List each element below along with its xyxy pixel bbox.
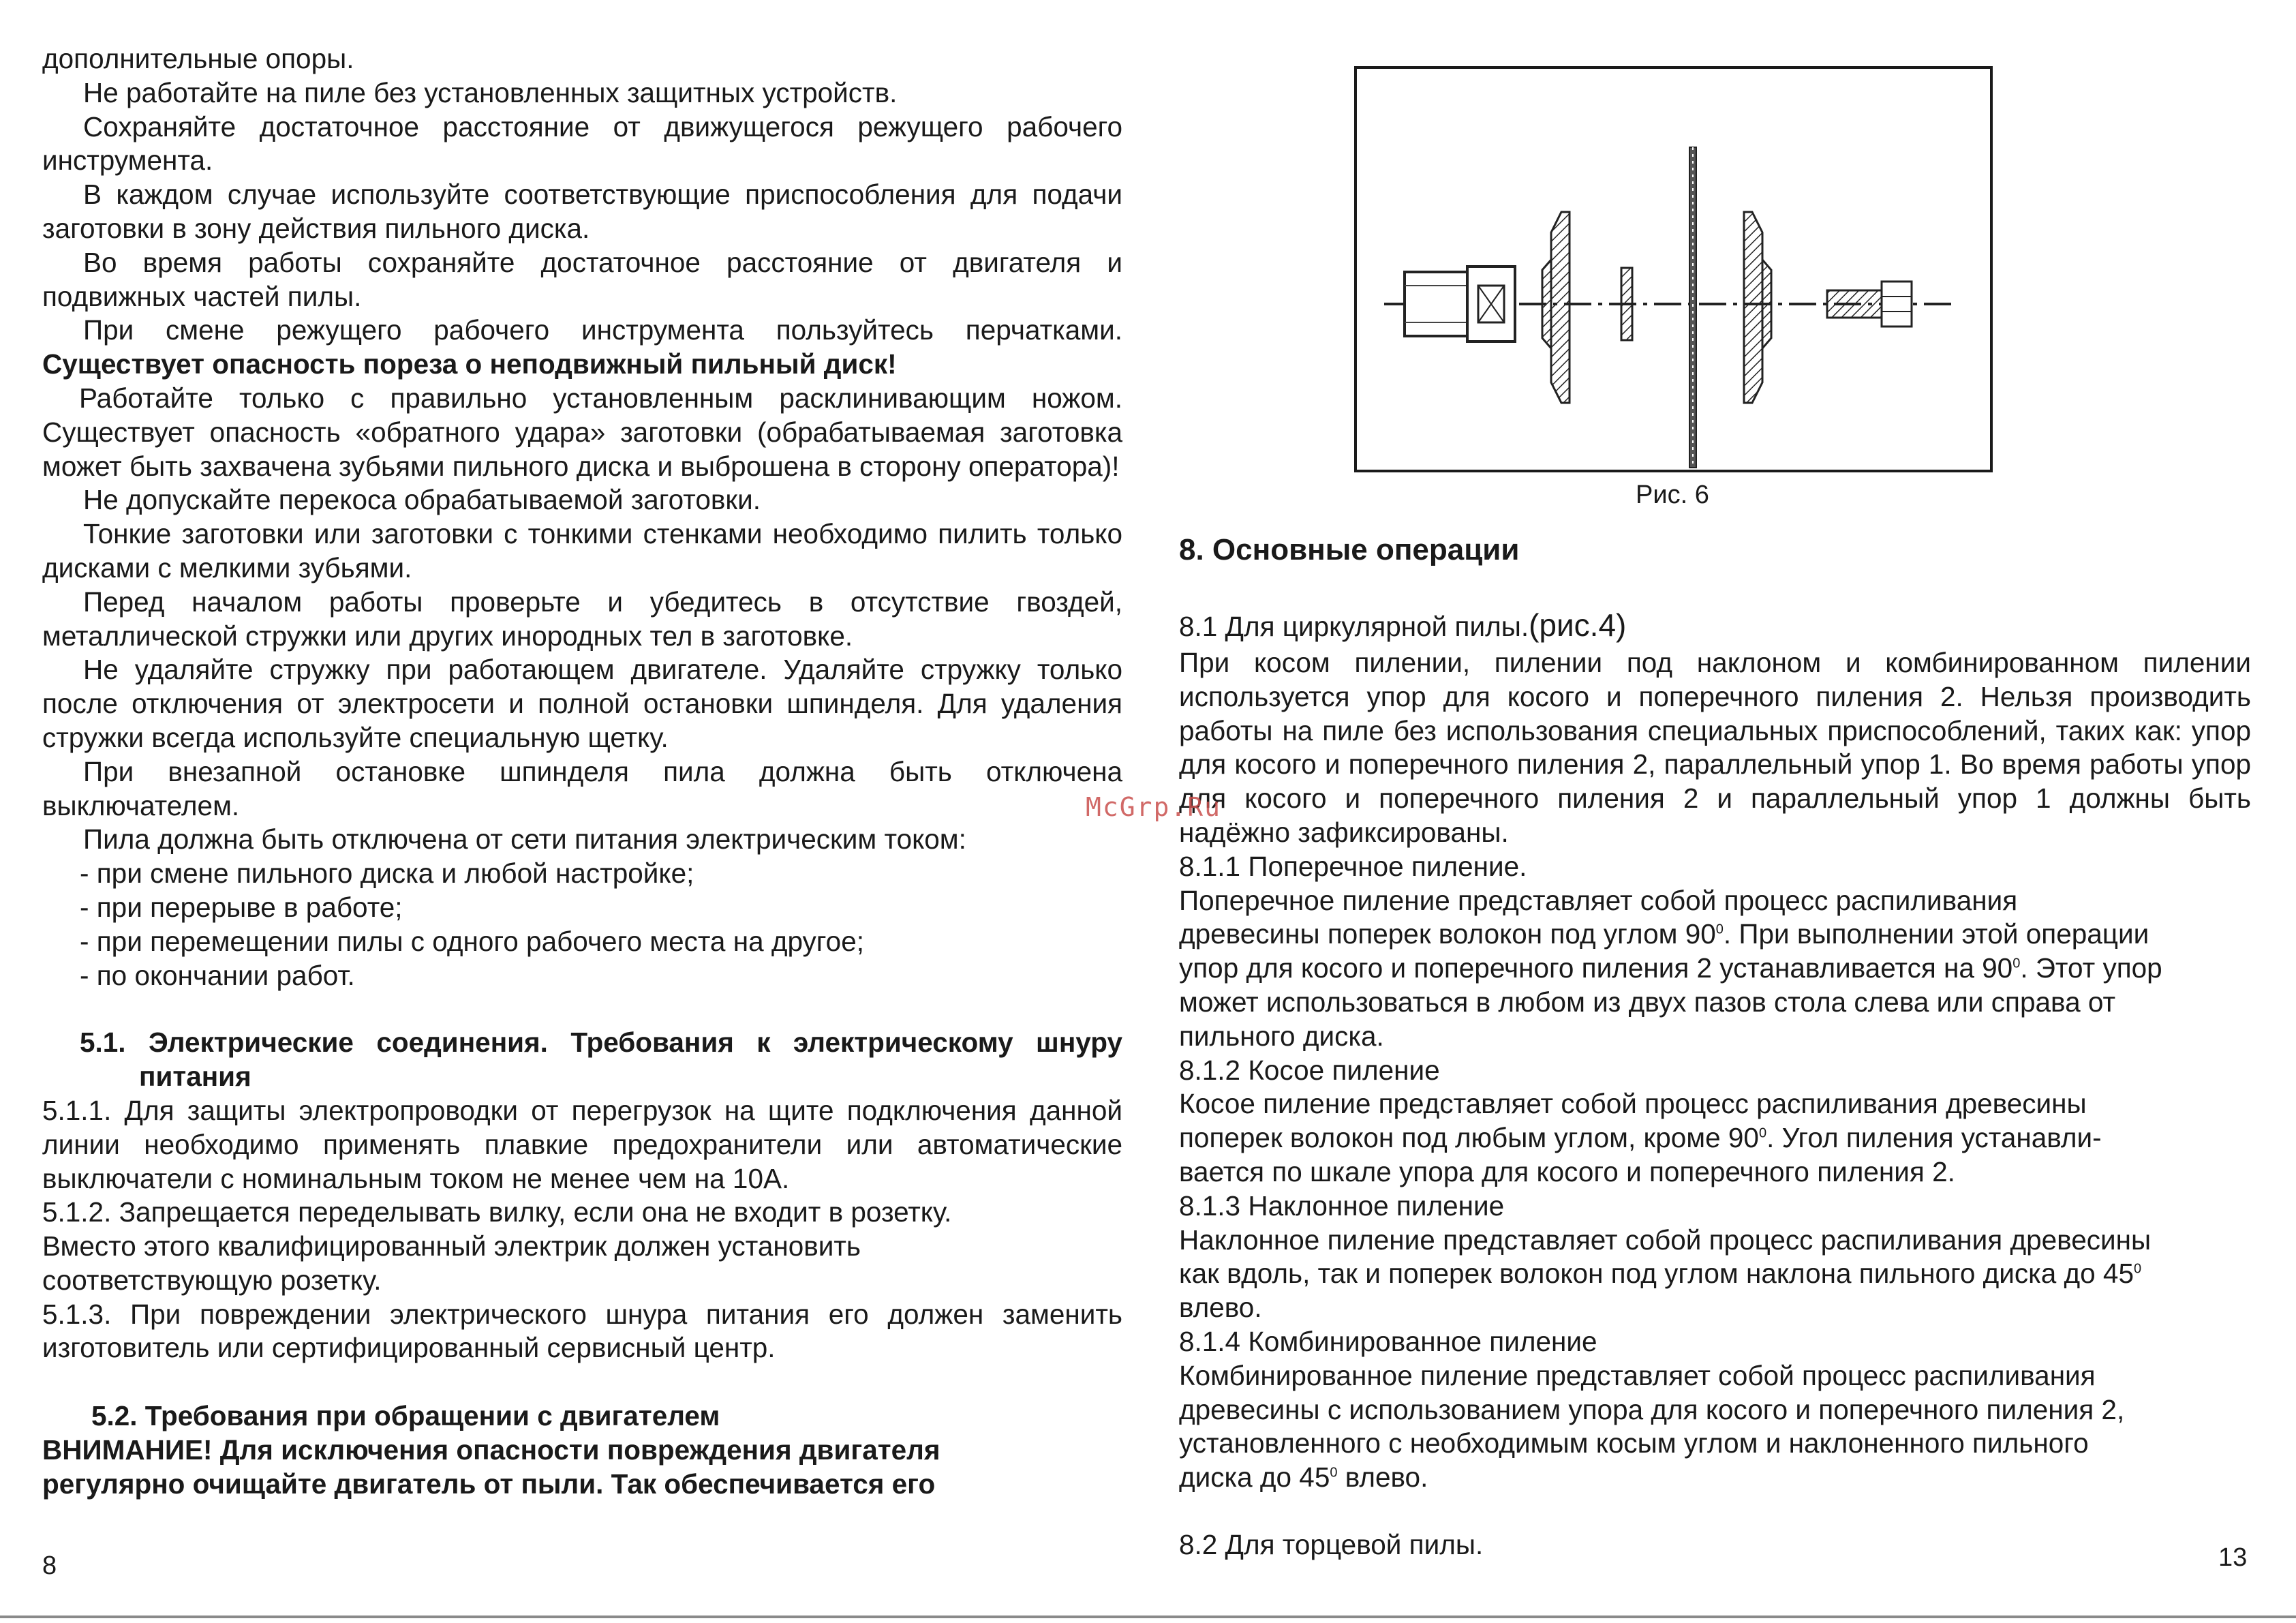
paragraph: Пила должна быть отключена от сети питания электрическим током: bbox=[83, 823, 966, 855]
text-line: пильного диска. bbox=[1179, 1020, 1384, 1052]
section-8-heading: 8. Основные операции bbox=[1179, 533, 1520, 566]
list-item: - по окончании работ. bbox=[80, 959, 355, 991]
paragraph: При внезапной остановке шпинделя пила должна быть отключена выключателем. bbox=[42, 755, 1122, 821]
paragraph: Сохраняйте достаточное расстояние от движущегося режущего рабочего инструмента. bbox=[42, 110, 1122, 177]
paragraph: Работайте только с правильно установленным расклинивающим ножом. Существует опасность «обратного удара» заготовки (обрабатываемая заготовка может быть захвачена зубьями пильного диска и выброшена в сторону оператора)! bbox=[42, 382, 1122, 482]
paragraph: Не допускайте перекоса обрабатываемой заготовки. bbox=[83, 484, 761, 516]
paragraph: Во время работы сохраняйте достаточное расстояние от двигателя и подвижных частей пилы. bbox=[42, 246, 1122, 312]
text-line: древесины поперек волокон под углом 90 bbox=[1179, 918, 1716, 950]
text-line: Косое пиление представляет собой процесс распиливания древесины bbox=[1179, 1088, 2087, 1120]
page-number-left: 8 bbox=[42, 1551, 57, 1580]
paragraph bbox=[1179, 1359, 2251, 1495]
text-line: упор для косого и поперечного пиления 2 устанавливается на 90 bbox=[1179, 952, 2013, 984]
paragraph: Не работайте на пиле без установленных защитных устройств. bbox=[83, 76, 898, 108]
degree-mark: 0 bbox=[1330, 1465, 1338, 1481]
watermark: McGrp.Ru bbox=[1086, 792, 1222, 822]
text-line: диска до 45 bbox=[1179, 1461, 1330, 1493]
left-column bbox=[42, 42, 1122, 1502]
paragraph: Тонкие заготовки или заготовки с тонкими стенками необходимо пилить только дисками с мелкими зубьями. bbox=[42, 518, 1122, 583]
text-line: . Угол пиления устанавли- bbox=[1766, 1122, 2102, 1154]
paragraph: При смене режущего рабочего инструмента пользуйтесь перчатками. bbox=[83, 314, 1122, 346]
paragraph bbox=[1179, 1087, 2251, 1189]
text-line: влево. bbox=[1179, 1292, 1262, 1324]
text-line: поперек волокон под любым углом, кроме 90 bbox=[1179, 1122, 1759, 1154]
subheading-8-1-2: 8.1.2 Косое пиление bbox=[1179, 1054, 1440, 1086]
text-line: Поперечное пиление представляет собой процесс распиливания bbox=[1179, 884, 2018, 916]
paragraph: 5.1.3. При повреждении электрического шнура питания его должен заменить изготовитель или сертифицированный сервисный центр. bbox=[42, 1298, 1122, 1364]
text-line: влево. bbox=[1337, 1461, 1428, 1493]
paragraph: Перед началом работы проверьте и убедитесь в отсутствие гвоздей, металлической стружки или других инородных тел в заготовке. bbox=[42, 586, 1122, 652]
paragraph: Не удаляйте стружку при работающем двигателе. Удаляйте стружку только после отключения от электросети и полной остановки шпинделя. Для удаления стружки всегда используйте специальную щетку. bbox=[42, 654, 1122, 753]
text-line: вается по шкале упора для косого и поперечного пиления 2. bbox=[1179, 1155, 1955, 1187]
warning-text: ВНИМАНИЕ! Для исключения опасности повреждения двигателя регулярно очищайте двигатель от пыли. Так обеспечивается его bbox=[42, 1434, 940, 1500]
page-border bbox=[0, 1616, 2296, 1618]
paragraph: 5.1.1. Для защиты электропроводки от перегрузок на щите подключения данной линии необходимо применять плавкие предохранители или автоматические выключатели с номинальным током не менее чем на 10А. bbox=[42, 1094, 1122, 1194]
subheading-8-1-1: 8.1.1 Поперечное пиление. bbox=[1179, 850, 1527, 882]
subheading-8-1-3: 8.1.3 Наклонное пиление bbox=[1179, 1189, 1505, 1222]
section-5-1-heading bbox=[42, 1026, 1122, 1094]
paragraph: дополнительные опоры. bbox=[42, 43, 354, 74]
text-line: как вдоль, так и поперек волокон под углом наклона пильного диска до 45 bbox=[1179, 1258, 2134, 1290]
subsection-8-1-title: 8.1 Для циркулярной пилы. bbox=[1179, 611, 1529, 642]
figure-6 bbox=[1354, 66, 1993, 472]
section-5-2-heading: 5.2. Требования при обращении с двигателем bbox=[91, 1400, 720, 1432]
subheading-8-2: 8.2 Для торцевой пилы. bbox=[1179, 1528, 1484, 1560]
section-5-1-title-cont: питания bbox=[139, 1061, 251, 1093]
text-line: древесины с использованием упора для косого и поперечного пиления 2, bbox=[1179, 1393, 2125, 1425]
list-item: - при смене пильного диска и любой настройке; bbox=[80, 858, 694, 890]
paragraph: 5.1.2. Запрещается переделывать вилку, если она не входит в розетку. Вместо этого квалифицированный электрик должен установить соответствующую розетку. bbox=[42, 1196, 952, 1296]
list-item: - при перерыве в работе; bbox=[80, 891, 403, 923]
text-line: установленного с необходимым косым углом и наклоненного пильного bbox=[1179, 1427, 2089, 1459]
figure-reference: (рис.4) bbox=[1529, 607, 1627, 643]
section-5-1-title: 5.1. Электрические соединения. Требования к электрическому шнуру bbox=[80, 1027, 1122, 1059]
text-line: Наклонное пиление представляет собой процесс распиливания древесины bbox=[1179, 1224, 2152, 1256]
text-line: . При выполнении этой операции bbox=[1723, 918, 2149, 950]
subsection-8-1-heading bbox=[1179, 607, 1626, 643]
list-item: - при перемещении пилы с одного рабочего места на другое; bbox=[80, 925, 864, 957]
text-line: . Этот упор bbox=[2020, 952, 2162, 984]
subheading-8-1-4: 8.1.4 Комбинированное пиление bbox=[1179, 1325, 1597, 1357]
text-line: может использоваться в любом из двух пазов стола слева или справа от bbox=[1179, 986, 2116, 1018]
figure-caption: Рис. 6 bbox=[1636, 481, 1709, 509]
degree-mark: 0 bbox=[2133, 1261, 2142, 1277]
saw-blade-assembly-drawing bbox=[1357, 69, 1990, 470]
warning-text: Существует опасность пореза о неподвижный пильный диск! bbox=[42, 348, 897, 380]
page-number-right: 13 bbox=[2218, 1543, 2248, 1572]
degree-mark: 0 bbox=[1715, 922, 1724, 937]
right-column bbox=[1179, 646, 2251, 1562]
paragraph bbox=[1179, 1224, 2251, 1325]
paragraph bbox=[1179, 884, 2251, 1054]
degree-mark: 0 bbox=[2012, 956, 2021, 971]
degree-mark: 0 bbox=[1758, 1125, 1767, 1141]
text-line: Комбинированное пиление представляет собой процесс распиливания bbox=[1179, 1359, 2096, 1391]
paragraph: При косом пилении, пилении под наклоном и комбинированном пилении используется упор для косого и поперечного пиления 2. Нельзя производить работы на пиле без использования специальных приспособлений, таких как: упор для косого и поперечного пиления 2, параллельный упор 1. Во время работы упор для косого и поперечного пиления 2 и параллельный упор 1 должны быть надёжно зафиксированы. bbox=[1179, 647, 2251, 848]
paragraph: В каждом случае используйте соответствующие приспособления для подачи заготовки в зону действия пильного диска. bbox=[42, 179, 1122, 244]
